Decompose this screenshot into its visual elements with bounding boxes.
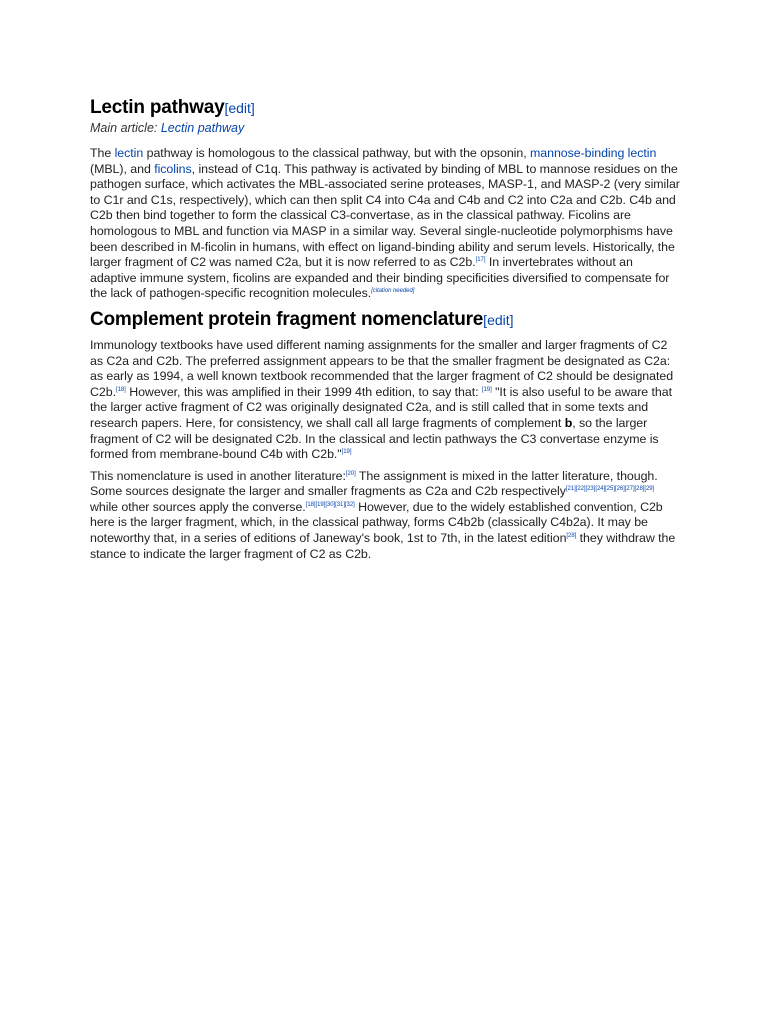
text-run: In invertebrates without an adaptive immune system, ficolins are expanded and their binding specificities diversified to compensate for the lack of pathogen-specific recognition molecules. xyxy=(90,255,670,301)
edit-section-link[interactable] xyxy=(224,100,254,116)
citation-link[interactable]: [21][22][23][24][25][26][27][28][29] xyxy=(565,486,655,493)
text-run: , instead of C1q. This pathway is activated by binding of MBL to mannose residues on the pathogen surface, which activates the MBL-associated serine proteases, MASP-1, and MASP-2 (very similar to C1r and C1s, respectively), which can then split C4 into C4a and C4b and C2 into C2a and C2b. C4b and C2b then bind together to form the classical C3-convertase, as in the classical pathway. Ficolins are homologous to MBL and function via MASP in a similar way. Several single-nucleotide polymorphisms have been described in M-ficolin in humans, with effect on ligand-binding ability and serum levels. Historically, the larger fragment of C2 was named C2a, but it is now referred to as C2b. xyxy=(90,161,680,270)
citation-ref[interactable] xyxy=(482,387,492,393)
citation-needed-link[interactable]: [citation needed] xyxy=(371,288,415,295)
citation-ref[interactable] xyxy=(476,257,486,263)
article-content xyxy=(90,96,680,568)
hatnote-prefix: Main article: xyxy=(90,121,161,135)
edit-bracket-close: ] xyxy=(250,100,255,116)
citation-ref-group[interactable] xyxy=(306,502,355,508)
text-run: This nomenclature is used in another literature: xyxy=(90,468,346,483)
main-article-hatnote xyxy=(90,120,680,136)
citation-link[interactable]: [18][19][30][31][32] xyxy=(305,501,355,508)
bold-text: b xyxy=(564,415,573,430)
edit-bracket-open: [ xyxy=(224,100,229,116)
citation-link[interactable]: [17] xyxy=(475,257,486,264)
text-run: they withdraw the stance to indicate the larger fragment of C2 as C2b. xyxy=(90,531,676,561)
citation-link[interactable]: [28] xyxy=(566,533,577,540)
section-title: Lectin pathway xyxy=(90,97,225,118)
edit-section-link[interactable] xyxy=(483,312,513,328)
lectin-paragraph xyxy=(90,146,680,302)
section-heading-nomenclature xyxy=(90,308,680,332)
ficolins-link[interactable]: ficolins xyxy=(154,161,192,176)
citation-link[interactable]: [19] xyxy=(481,386,492,393)
citation-ref[interactable] xyxy=(116,387,126,393)
citation-link[interactable]: [19] xyxy=(341,449,352,456)
edit-link[interactable]: edit xyxy=(228,100,251,116)
text-run: while other sources apply the converse. xyxy=(90,499,306,514)
text-run: (MBL), and xyxy=(90,161,155,176)
nomenclature-paragraph-1 xyxy=(90,338,680,463)
main-article-link[interactable]: Lectin pathway xyxy=(160,121,245,135)
citation-link[interactable]: [20] xyxy=(345,470,356,477)
text-run: Immunology textbooks have used different naming assignments for the smaller and larger fragments of C2 as C2a and C2b. The preferred assignment appears to be that the smaller fragment be designated as C2a: as early as 1994, a well known textbook recommended that the larger fragment of C2 should be designated C2b. xyxy=(90,337,674,399)
text-run: However, due to the widely established convention, C2b here is the larger fragment, which, in the classical pathway, forms C4b2b (classically C4b2a). It may be noteworthy that, in a series of editions of Janeway's book, 1st to 7th, in the latest edition xyxy=(90,499,663,546)
mannose-binding-lectin-link[interactable]: mannose-binding lectin xyxy=(529,146,657,160)
edit-bracket-close: ] xyxy=(509,311,514,328)
text-run: The xyxy=(90,146,115,160)
lectin-link[interactable]: lectin xyxy=(114,146,144,160)
citation-needed-ref[interactable] xyxy=(371,288,414,294)
edit-link[interactable]: edit xyxy=(487,311,510,328)
text-run: "It is also useful to be aware that the larger active fragment of C2 was originally designated C2a, and is still called that in some texts and research papers. Here, for consistency, we shall call all large fragments of complement xyxy=(90,384,672,430)
section-title: Complement protein fragment nomenclature xyxy=(90,308,484,330)
text-run: , so the larger fragment of C2 will be designated C2b. In the classical and lectin pathways the C3 convertase enzyme is formed from membrane-bound C4b with C2b." xyxy=(90,415,659,462)
text-run: However, this was amplified in their 1999 4th edition, to say that: xyxy=(125,384,482,399)
text-run: pathway is homologous to the classical pathway, but with the opsonin, xyxy=(143,146,530,160)
nomenclature-paragraph-2 xyxy=(90,469,680,563)
citation-ref-group[interactable] xyxy=(566,486,654,492)
edit-bracket-open: [ xyxy=(483,311,488,328)
citation-link[interactable]: [18] xyxy=(115,386,126,393)
citation-ref[interactable] xyxy=(342,449,352,455)
section-heading-lectin-pathway xyxy=(90,96,680,120)
citation-ref[interactable] xyxy=(346,471,356,477)
text-run: The assignment is mixed in the latter literature, though. Some sources designate the larger and smaller fragments as C2a and C2b respectively xyxy=(90,468,658,499)
citation-ref[interactable] xyxy=(566,533,576,539)
